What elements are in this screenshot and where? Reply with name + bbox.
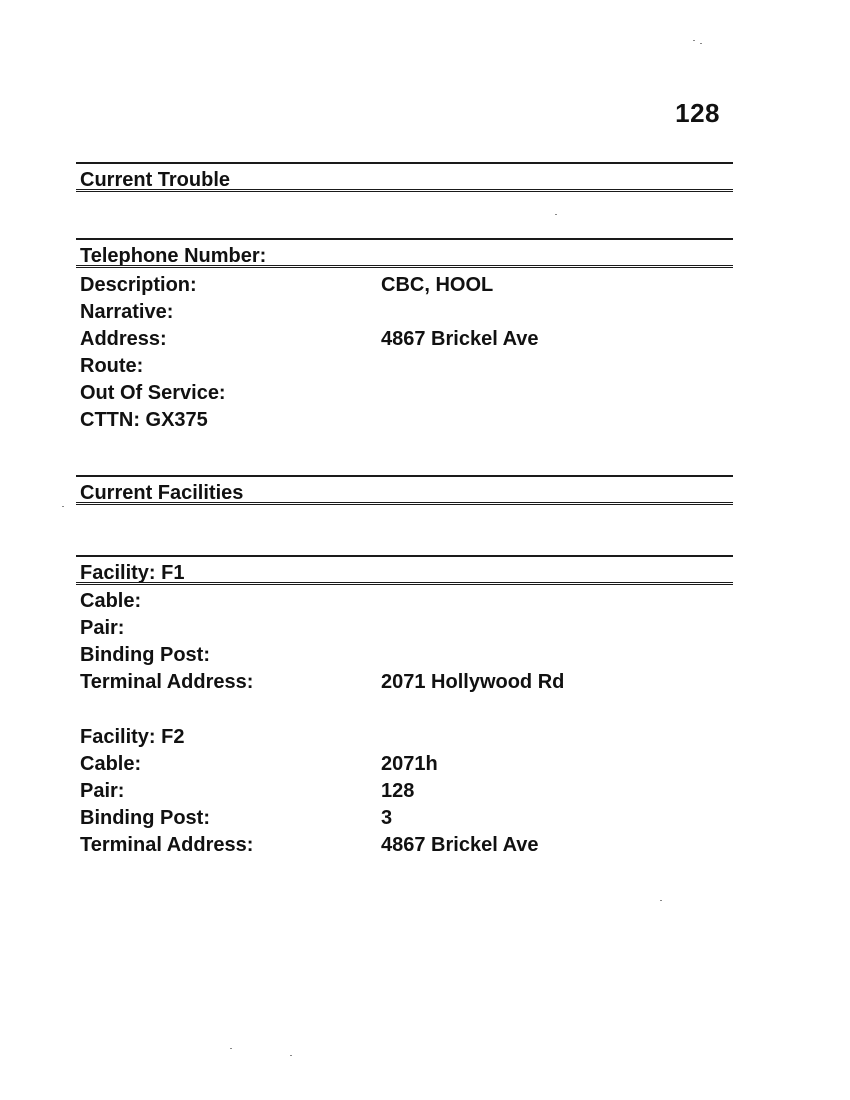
field-label: Binding Post: xyxy=(80,644,210,666)
field-label: Route: xyxy=(80,355,144,377)
facility-f2-label: Facility: F2 xyxy=(80,726,185,748)
field-label: Out Of Service: xyxy=(80,382,226,404)
header-rule xyxy=(76,265,733,268)
f1-field-terminal-address xyxy=(80,671,730,697)
telephone-number-label: Telephone Number: xyxy=(80,245,267,267)
f2-field-pair xyxy=(80,780,730,806)
field-narrative xyxy=(80,301,730,327)
field-out-of-service xyxy=(80,382,730,408)
header-rule xyxy=(76,582,733,585)
field-label: Description: xyxy=(80,274,197,296)
field-route xyxy=(80,355,730,381)
field-description xyxy=(80,274,730,300)
field-label: Binding Post: xyxy=(80,807,210,829)
f1-field-cable xyxy=(80,590,730,616)
scan-speck xyxy=(230,1048,232,1049)
f2-field-binding-post xyxy=(80,807,730,833)
field-label: Cable: xyxy=(80,753,142,775)
field-label: CTTN: GX375 xyxy=(80,409,208,431)
field-label: Cable: xyxy=(80,590,142,612)
f1-field-pair xyxy=(80,617,730,643)
current-trouble-title: Current Trouble xyxy=(80,169,231,191)
f2-field-cable xyxy=(80,753,730,779)
f1-field-binding-post xyxy=(80,644,730,670)
field-value: 128 xyxy=(381,780,415,802)
field-label: Terminal Address: xyxy=(80,834,254,856)
header-rule xyxy=(76,189,733,192)
scan-speck xyxy=(290,1055,292,1056)
scan-speck xyxy=(660,900,662,901)
f2-field-terminal-address xyxy=(80,834,730,860)
field-value: CBC, HOOL xyxy=(381,274,494,296)
scan-speck xyxy=(62,506,64,507)
field-label: Terminal Address: xyxy=(80,671,254,693)
facility-f1-header xyxy=(76,555,733,585)
field-value: 2071 Hollywood Rd xyxy=(381,671,565,693)
page-number: 128 xyxy=(675,98,720,128)
scan-speck xyxy=(555,214,557,215)
field-cttn xyxy=(80,409,730,435)
field-label: Pair: xyxy=(80,617,125,639)
facility-f1-title: Facility: F1 xyxy=(80,562,185,584)
current-facilities-title: Current Facilities xyxy=(80,482,244,504)
field-label: Narrative: xyxy=(80,301,174,323)
header-rule xyxy=(76,502,733,505)
current-trouble-header xyxy=(76,162,733,192)
field-label: Pair: xyxy=(80,780,125,802)
scan-speck xyxy=(693,40,695,41)
scan-speck xyxy=(700,43,702,44)
field-value: 4867 Brickel Ave xyxy=(381,834,539,856)
current-facilities-header xyxy=(76,475,733,505)
facility-f2-title xyxy=(80,726,730,752)
field-value: 4867 Brickel Ave xyxy=(381,328,539,350)
field-address xyxy=(80,328,730,354)
field-value: 3 xyxy=(381,807,393,829)
field-label: Address: xyxy=(80,328,167,350)
telephone-number-header xyxy=(76,238,733,268)
field-value: 2071h xyxy=(381,753,438,775)
